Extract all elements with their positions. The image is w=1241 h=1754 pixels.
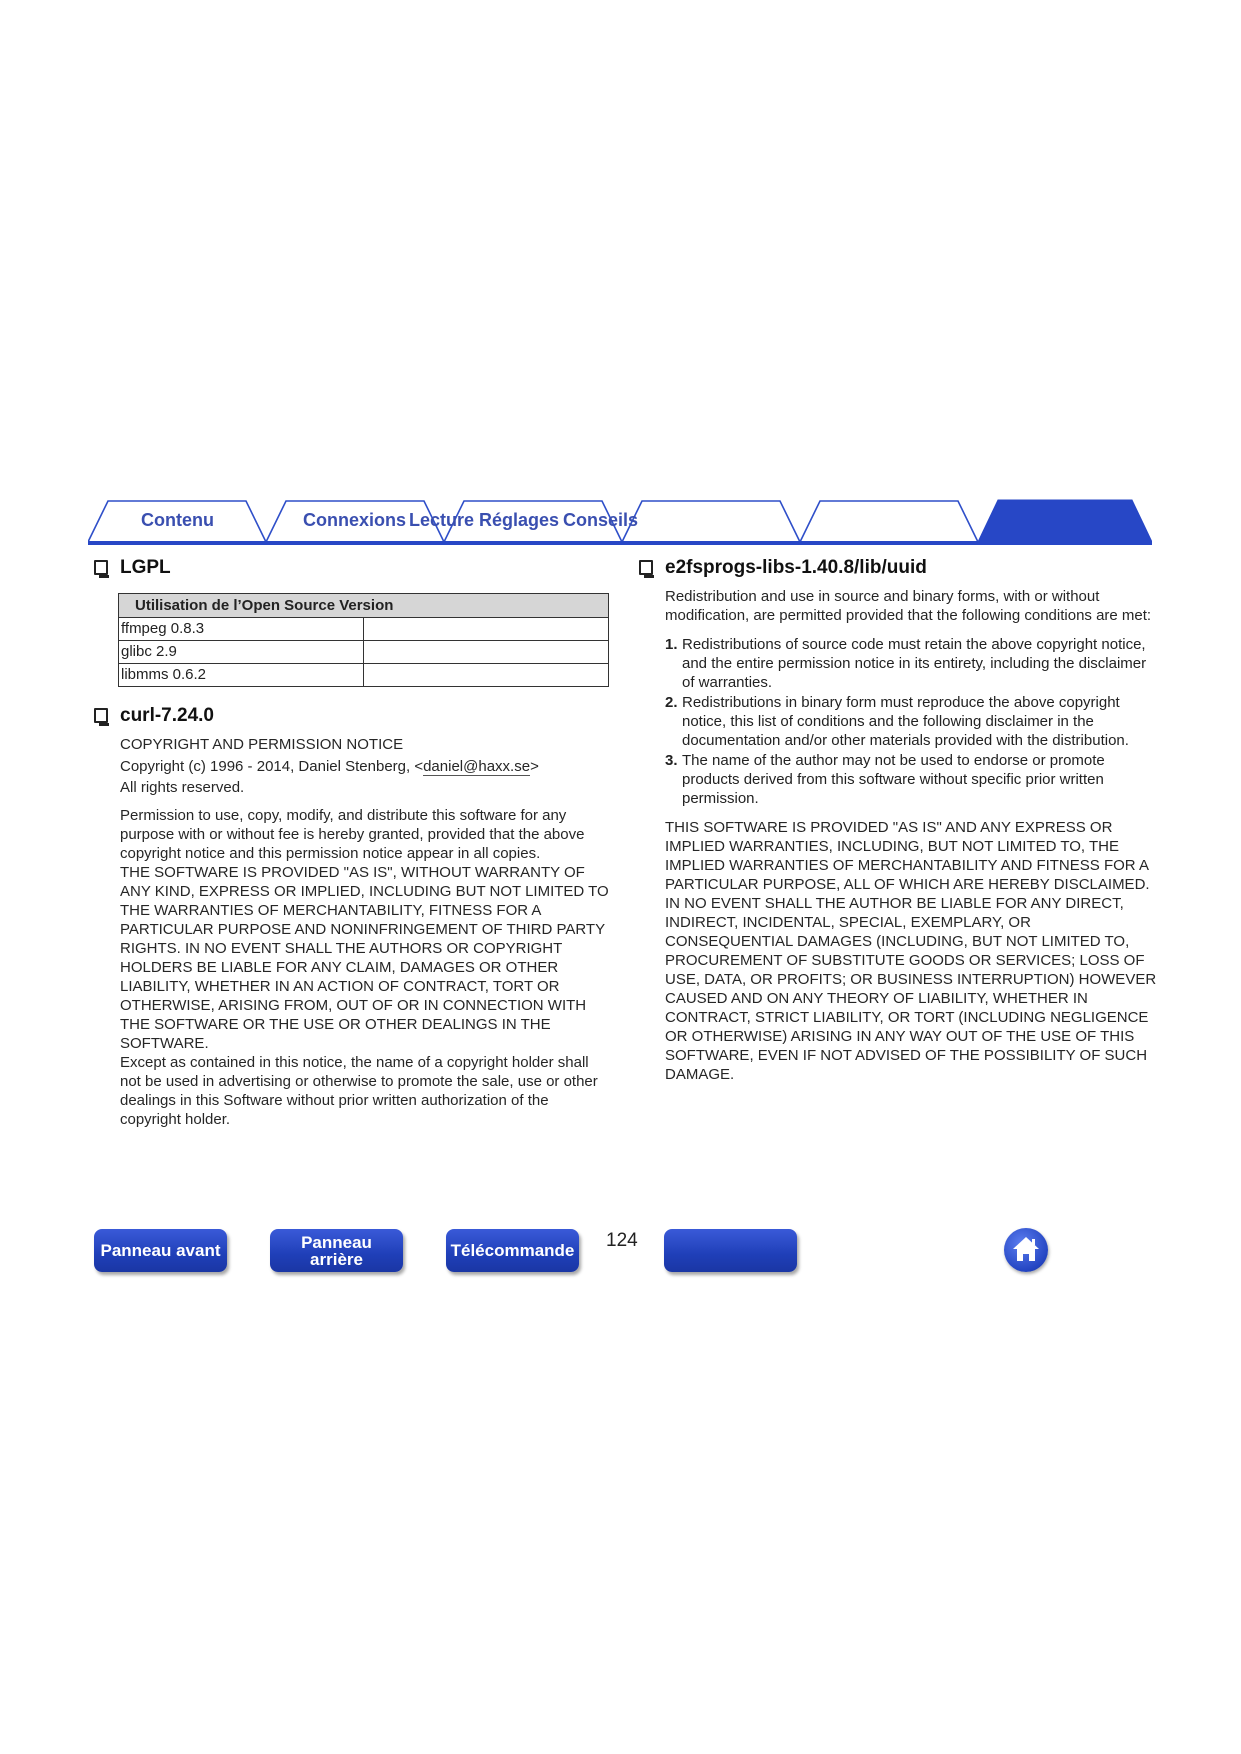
copyright-suffix: > <box>530 758 539 775</box>
front-panel-button[interactable] <box>94 1229 227 1272</box>
e2fs-heading-text: e2fsprogs-libs-1.40.8/lib/uuid <box>665 557 927 578</box>
table-cell-name: libmms 0.6.2 <box>119 664 364 687</box>
e2fs-heading <box>638 555 1158 581</box>
curl-warranty: THE SOFTWARE IS PROVIDED "AS IS", WITHOUT WARRANTY OF ANY KIND, EXPRESS OR IMPLIED, INCLUDING BUT NOT LIMITED TO THE WARRANTIES OF MERCHANTABILITY, FITNESS FOR A PARTICULAR PURPOSE AND NONINFRINGEMENT OF THIRD PARTY RIGHTS. IN NO EVENT SHALL THE AUTHORS OR COPYRIGHT HOLDERS BE LIABLE FOR ANY CLAIM, DAMAGES OR OTHER LIABILITY, WHETHER IN AN ACTION OF CONTRACT, TORT OR OTHERWISE, ARISING FROM, OUT OF OR IN CONNECTION WITH THE SOFTWARE OR THE USE OR OTHER DEALINGS IN THE SOFTWARE. <box>120 864 609 1052</box>
remote-control-label: Télécommande <box>450 1241 575 1260</box>
left-column <box>93 555 613 1129</box>
table-cell-value <box>364 664 609 687</box>
home-button[interactable] <box>1004 1228 1048 1272</box>
rear-panel-label-line2: arrière <box>310 1249 363 1269</box>
lgpl-heading-text: LGPL <box>120 557 171 578</box>
rear-panel-button[interactable] <box>270 1229 403 1272</box>
e2fs-disclaimer: THIS SOFTWARE IS PROVIDED "AS IS" AND ANY EXPRESS OR IMPLIED WARRANTIES, INCLUDING, BUT NOT LIMITED TO, THE IMPLIED WARRANTIES OF MERCHANTABILITY AND FITNESS FOR A PARTICULAR PURPOSE, ALL OF WHICH ARE HEREBY DISCLAIMED. IN NO EVENT SHALL THE AUTHOR BE LIABLE FOR ANY DIRECT, INDIRECT, INCIDENTAL, SPECIAL, EXEMPLARY, OR CONSEQUENTIAL DAMAGES (INCLUDING, BUT NOT LIMITED TO, PROCUREMENT OF SUBSTITUTE GOODS OR SERVICES; LOSS OF USE, DATA, OR PROFITS; OR BUSINESS INTERRUPTION) HOWEVER CAUSED AND ON ANY THEORY OF LIABILITY, WHETHER IN CONTRACT, STRICT LIABILITY, OR TORT (INCLUDING NEGLIGENCE OR OTHERWISE) ARISING IN ANY WAY OUT OF THE USE OF THIS SOFTWARE, EVEN IF NOT ADVISED OF THE POSSIBILITY OF SUCH DAMAGE. <box>665 819 1157 1083</box>
page-number: 124 <box>606 1230 638 1251</box>
list-item-text: Redistributions in binary form must reproduce the above copyright notice, this list of conditions and the following disclaimer in the documentation and/or other materials provided with the distribution. <box>682 694 1129 749</box>
checkbox-square-icon <box>94 708 108 723</box>
list-item-text: The name of the author may not be used to endorse or promote products derived from this software without specific prior written permission. <box>682 752 1105 807</box>
curl-heading <box>93 703 613 729</box>
table-row <box>119 641 609 664</box>
curl-heading-text: curl-7.24.0 <box>120 705 214 726</box>
lgpl-heading <box>93 555 613 581</box>
curl-permission: Permission to use, copy, modify, and distribute this software for any purpose with or without fee is hereby granted, provided that the above copyright notice and this permission notice appear in all copies. <box>120 807 585 862</box>
email-link[interactable]: daniel@haxx.se <box>423 758 531 775</box>
curl-notice-title: COPYRIGHT AND PERMISSION NOTICE <box>120 736 404 753</box>
table-cell-value <box>364 641 609 664</box>
curl-except: Except as contained in this notice, the name of a copyright holder shall not be used in advertising or otherwise to promote the sale, use or other dealings in this Software without prior written authorization of the copyright holder. <box>120 1054 598 1128</box>
table-row <box>119 664 609 687</box>
tab-reglages[interactable]: Réglages <box>479 510 560 530</box>
list-item <box>665 635 1158 692</box>
curl-rights: All rights reserved. <box>120 779 245 796</box>
list-item-number: 2. <box>665 694 678 711</box>
remote-control-button[interactable] <box>446 1229 579 1272</box>
lgpl-table <box>118 593 609 687</box>
rear-panel-label-line1: Panneau <box>301 1232 372 1252</box>
list-item <box>665 751 1158 808</box>
checkbox-square-icon <box>94 560 108 575</box>
list-item-text: Redistributions of source code must retain the above copyright notice, and the entire permission notice in its entirety, including the disclaimer of warranties. <box>682 636 1147 691</box>
tab-contenu[interactable]: Contenu <box>141 510 214 530</box>
checkbox-square-icon <box>639 560 653 575</box>
copyright-prefix: Copyright (c) 1996 - 2014, Daniel Stenberg, < <box>120 758 424 775</box>
tab-conseils[interactable]: Conseils <box>563 510 639 530</box>
right-column <box>638 555 1158 1084</box>
index-button[interactable] <box>664 1229 797 1272</box>
tab-lecture[interactable]: Lecture <box>409 510 475 530</box>
table-cell-value <box>364 618 609 641</box>
table-cell-name: ffmpeg 0.8.3 <box>119 618 364 641</box>
list-item-number: 1. <box>665 636 678 653</box>
list-item <box>665 693 1158 750</box>
home-icon <box>1004 1228 1048 1272</box>
table-row <box>119 618 609 641</box>
e2fs-conditions-list <box>638 635 1158 808</box>
curl-copyright-line <box>120 757 613 776</box>
list-item-number: 3. <box>665 752 678 769</box>
e2fs-intro: Redistribution and use in source and binary forms, with or without modification, are permitted provided that the following conditions are met: <box>665 588 1152 624</box>
front-panel-label: Panneau avant <box>100 1241 221 1260</box>
lgpl-table-header: Utilisation de l’Open Source Version <box>119 594 609 618</box>
table-cell-name: glibc 2.9 <box>119 641 364 664</box>
chapter-tab-bar <box>88 497 1152 547</box>
tab-connexions[interactable]: Connexions <box>303 510 407 530</box>
